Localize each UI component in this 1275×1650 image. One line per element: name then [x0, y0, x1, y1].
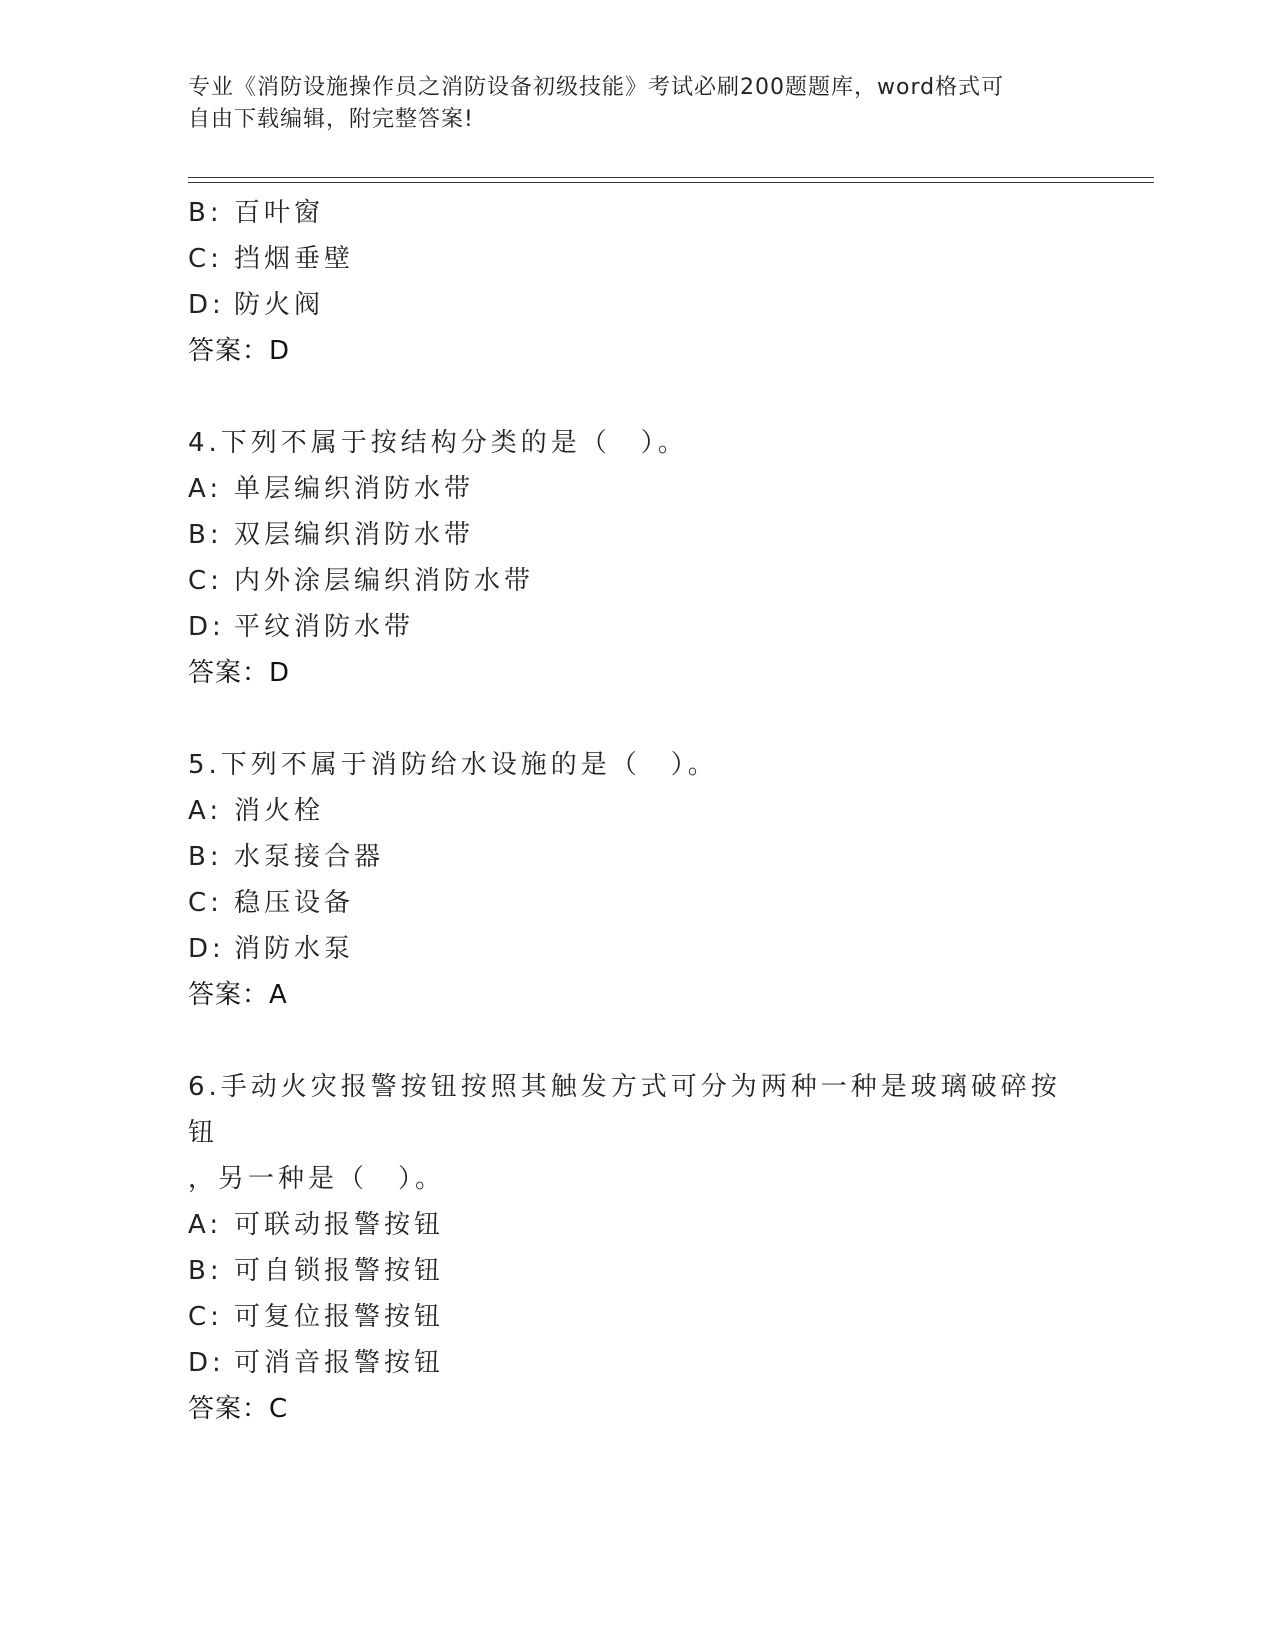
option-c: C: 挡烟垂壁: [188, 244, 355, 274]
header-divider-top: [188, 177, 1154, 178]
option-a: A: 消火栓: [188, 796, 325, 826]
option-a: A: 可联动报警按钮: [188, 1210, 445, 1240]
option-a: A: 单层编织消防水带: [188, 474, 475, 504]
option-c: C: 可复位报警按钮: [188, 1302, 445, 1332]
question-block-6: [188, 1064, 1088, 1432]
answer-line: 答案：D: [188, 336, 291, 366]
option-b: B: 可自锁报警按钮: [188, 1256, 445, 1286]
question-block-5: [188, 742, 1088, 1018]
answer-line: 答案：C: [188, 1394, 289, 1424]
answer-line: 答案：D: [188, 658, 291, 688]
document-header: [188, 72, 1068, 136]
question-stem: 4.下列不属于按结构分类的是（ ）。: [188, 428, 688, 458]
question-block-4: [188, 420, 1088, 696]
option-c: C: 内外涂层编织消防水带: [188, 566, 535, 596]
question-content: [188, 190, 1088, 1432]
option-d: D: 可消音报警按钮: [188, 1348, 445, 1378]
option-d: D: 防火阀: [188, 290, 325, 320]
option-b: B: 水泵接合器: [188, 842, 385, 872]
question-stem-line-2: ，另一种是（ ）。: [188, 1164, 446, 1194]
header-divider-bottom: [188, 182, 1154, 183]
question-stem-line-1: 6.手动火灾报警按钮按照其触发方式可分为两种一种是玻璃破碎按钮: [188, 1072, 1061, 1148]
answer-line: 答案：A: [188, 980, 288, 1010]
option-d: D: 平纹消防水带: [188, 612, 415, 642]
option-c: C: 稳压设备: [188, 888, 355, 918]
header-line-1: 专业《消防设施操作员之消防设备初级技能》考试必刷200题题库，word格式可: [188, 75, 1005, 100]
question-stem: 5.下列不属于消防给水设施的是（ ）。: [188, 750, 718, 780]
header-line-2: 自由下载编辑，附完整答案!: [188, 107, 474, 132]
prev-question-block: [188, 190, 1088, 374]
option-b: B: 双层编织消防水带: [188, 520, 475, 550]
option-d: D: 消防水泵: [188, 934, 355, 964]
option-b: B: 百叶窗: [188, 198, 325, 228]
